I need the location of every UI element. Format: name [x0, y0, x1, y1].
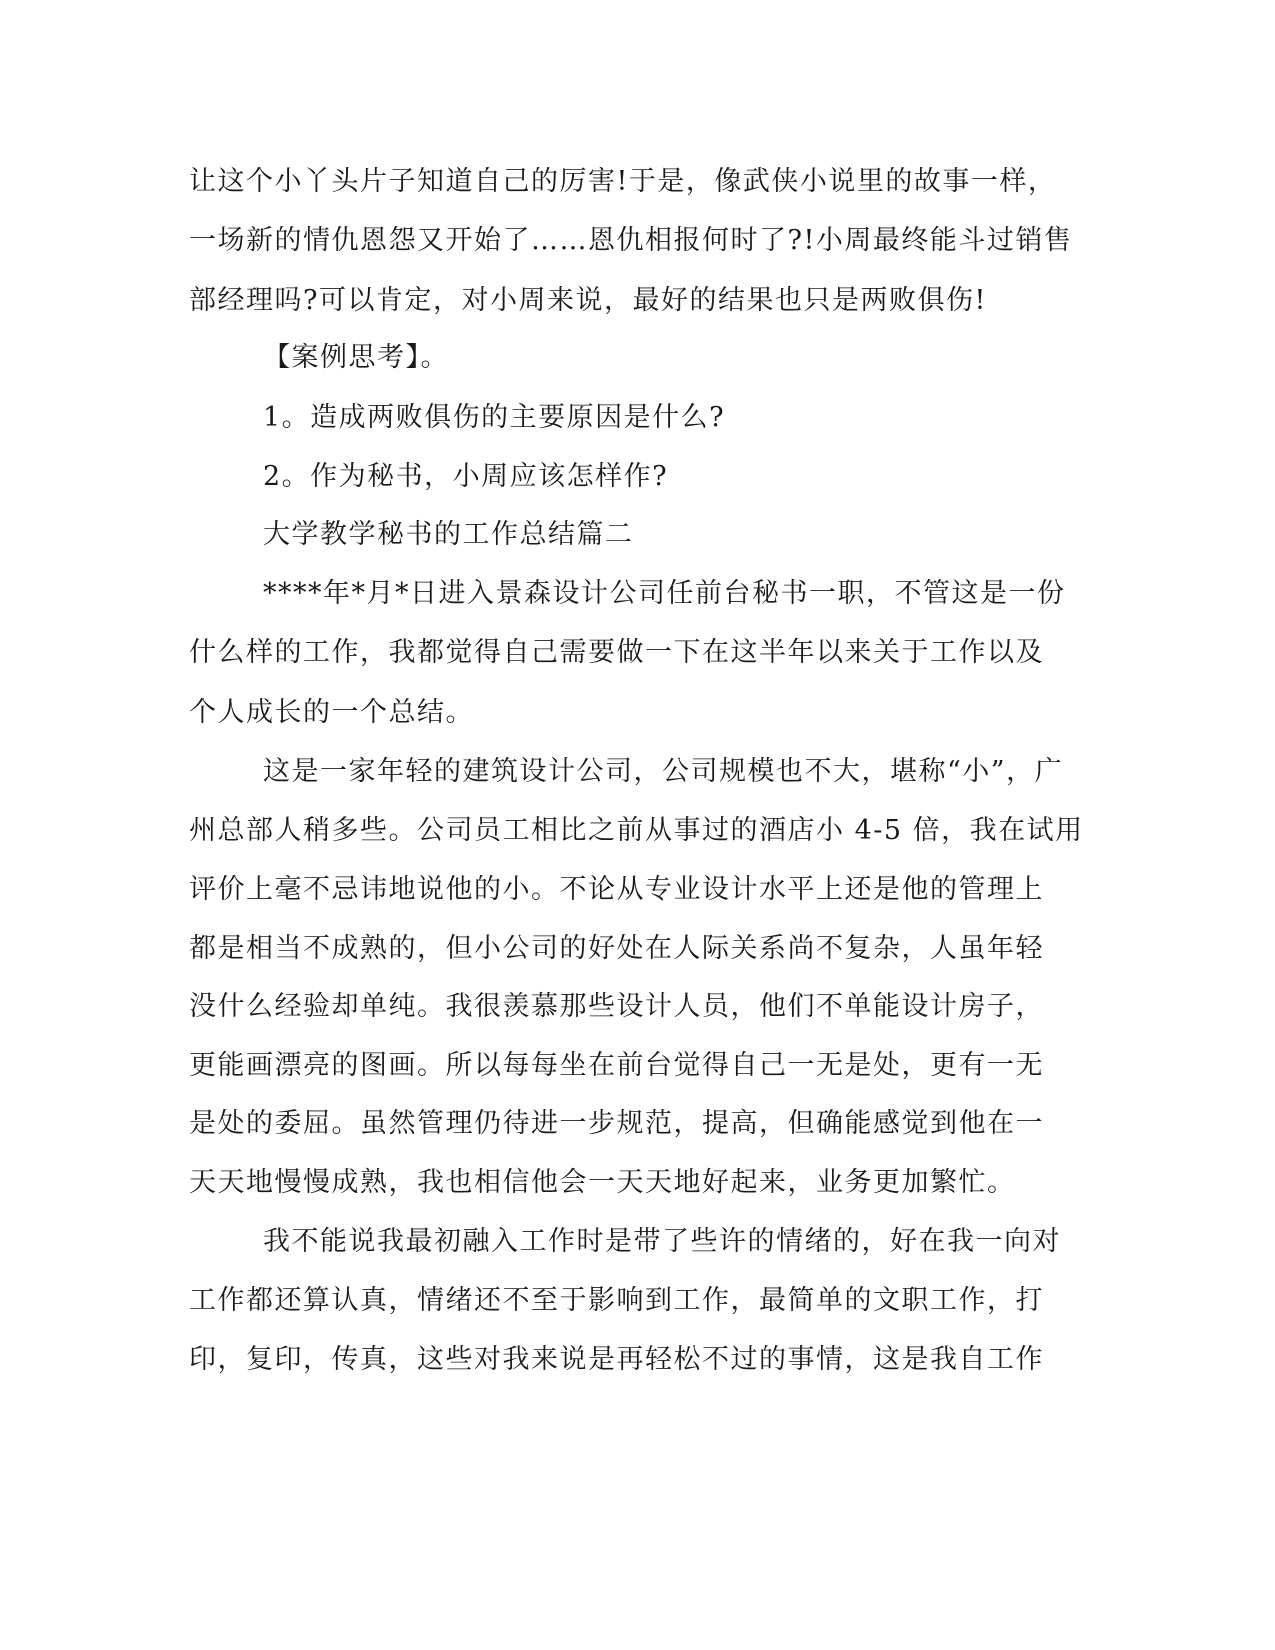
- text-line-20: 工作都还算认真，情绪还不至于影响到工作，最简单的文职工作，打: [189, 1285, 1044, 1316]
- question-1: 1。造成两败俱伤的主要原因是什么?: [263, 402, 726, 433]
- text-line-18: 天天地慢慢成熟，我也相信他会一天天地好起来，业务更加繁忙。: [189, 1167, 1016, 1198]
- text-line-3: 部经理吗?可以肯定，对小周来说，最好的结果也只是两败俱伤!: [189, 285, 987, 316]
- text-line-15: 没什么经验却单纯。我很羡慕那些设计人员，他们不单能设计房子，: [189, 991, 1044, 1022]
- text-line-13: 评价上毫不忌讳地说他的小。不论从专业设计水平上还是他的管理上: [189, 874, 1044, 905]
- text-line-14: 都是相当不成熟的，但小公司的好处在人际关系尚不复杂，人虽年轻: [189, 933, 1044, 964]
- text-line-9: 什么样的工作，我都觉得自己需要做一下在这半年以来关于工作以及: [189, 637, 1044, 668]
- text-line-12: 州总部人稍多些。公司员工相比之前从事过的酒店小 4-5 倍，我在试用: [189, 815, 1084, 846]
- text-line-17: 是处的委屈。虽然管理仍待进一步规范，提高，但确能感觉到他在一: [189, 1108, 1044, 1139]
- text-line-21: 印，复印，传真，这些对我来说是再轻松不过的事情，这是我自工作: [189, 1344, 1044, 1375]
- text-line-8: ****年*月*日进入景森设计公司任前台秘书一职，不管这是一份: [263, 578, 1066, 609]
- text-line-11: 这是一家年轻的建筑设计公司，公司规模也不大，堪称“小”，广: [263, 756, 1064, 787]
- text-line-16: 更能画漂亮的图画。所以每每坐在前台觉得自己一无是处，更有一无: [189, 1050, 1044, 1081]
- text-line-1: 让这个小丫头片子知道自己的厉害!于是，像武侠小说里的故事一样，: [189, 166, 1057, 197]
- text-line-19: 我不能说我最初融入工作时是带了些许的情绪的，好在我一向对: [263, 1226, 1061, 1257]
- text-line-2: 一场新的情仇恩怨又开始了……恩仇相报何时了?!小周最终能斗过销售: [189, 225, 1073, 256]
- question-2: 2。作为秘书，小周应该怎样作?: [263, 461, 669, 492]
- case-reflection-heading: 【案例思考】。: [263, 342, 449, 373]
- text-line-10: 个人成长的一个总结。: [189, 697, 474, 728]
- section-title: 大学教学秘书的工作总结篇二: [263, 519, 634, 550]
